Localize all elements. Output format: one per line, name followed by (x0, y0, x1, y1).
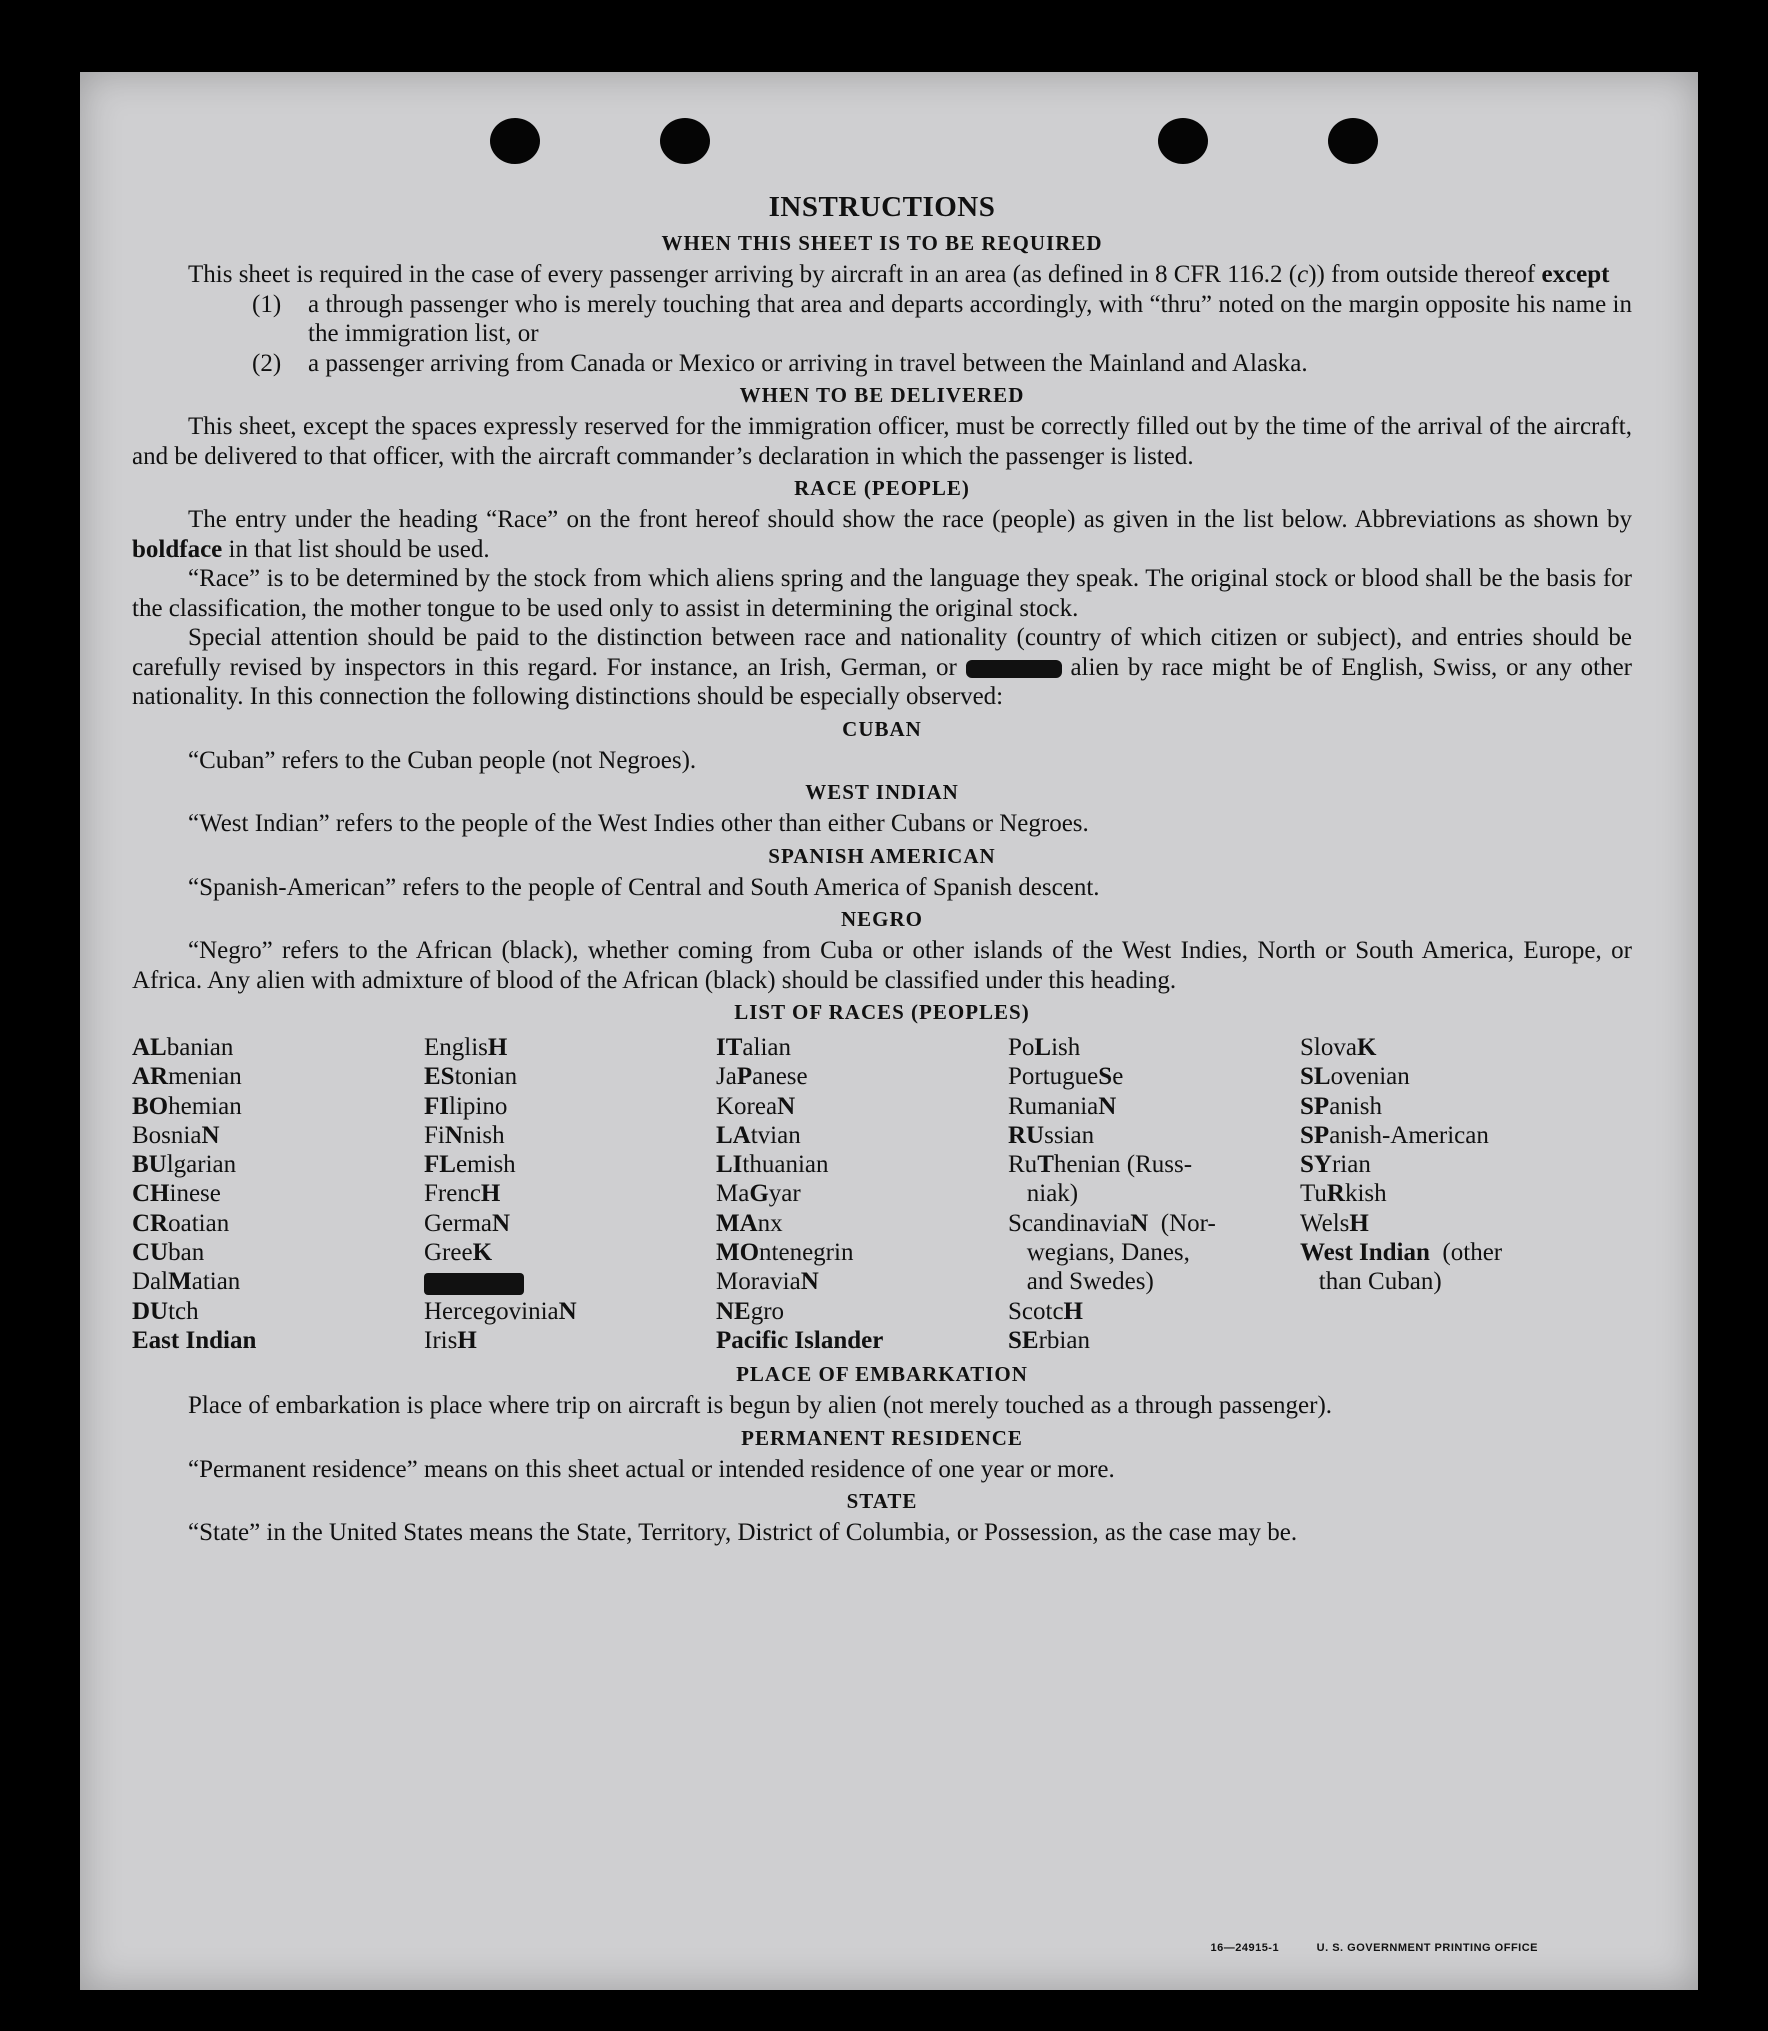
race-entry: TuRkish (1300, 1180, 1387, 1208)
race-paragraph-1: The entry under the heading “Race” on the front hereof should show the race (people) as given in the list below. Abbreviations as shown by boldface in that list should be used. (132, 506, 1632, 563)
race-entry: SPanish (1300, 1092, 1382, 1120)
race-entry: MaGyar (716, 1180, 801, 1208)
race-entry: DUtch (132, 1297, 199, 1325)
punch-hole (1328, 118, 1378, 164)
race-entry: EnglisH (424, 1034, 508, 1061)
punch-hole (1158, 118, 1208, 164)
race-entry: PoLish (1008, 1034, 1081, 1061)
required-intro: This sheet is required in the case of every passenger arriving by aircraft in an area (as defined in 8 CFR 116.2 (c)) from outside thereof except (188, 261, 1610, 288)
redaction-mark (966, 660, 1062, 678)
race-entry: SPanish-American (1300, 1121, 1489, 1149)
delivered-text: This sheet, except the spaces expressly reserved for the immigration officer, must be correctly filled out by the time of the arrival of the aircraft, and be delivered to that officer, with the aircraft commander’s declaration in which the passenger is listed. (132, 413, 1632, 470)
race-entry: CHinese (132, 1180, 221, 1208)
section-heading-embarkation: PLACE OF EMBARKATION (736, 1362, 1028, 1387)
race-entry (424, 1267, 716, 1296)
race-entry: GreeK (424, 1239, 493, 1267)
negro-text: “Negro” refers to the African (black), whether coming from Cuba or other islands of the West Indies, North or South America, Europe, or Africa. Any alien with admixture of blood of the African (black) should be classified under this heading. (132, 937, 1632, 994)
race-entry: East Indian (132, 1326, 257, 1354)
race-entry: ScotcH (1008, 1297, 1083, 1325)
race-entry: FLemish (424, 1151, 516, 1179)
section-heading-race: RACE (PEOPLE) (794, 476, 970, 500)
race-entry: KoreaN (716, 1092, 796, 1120)
section-heading-required: WHEN THIS SHEET IS TO BE REQUIRED (661, 231, 1103, 255)
race-entry: and Swedes) (1008, 1268, 1154, 1296)
race-entry: ARmenian (132, 1063, 242, 1091)
residence-text: “Permanent residence” means on this sheet actual or intended residence of one year or more. (188, 1455, 1115, 1483)
race-entry: MOntenegrin (716, 1239, 854, 1267)
races-column (1300, 1033, 1592, 1355)
race-entry: DalMatian (132, 1268, 241, 1296)
exception-item: (2) a passenger arriving from Canada or Mexico or arriving in travel between the Mainland and Alaska. (252, 349, 1308, 377)
race-entry: CUban (132, 1239, 205, 1267)
race-entry: Pacific Islander (716, 1326, 884, 1354)
race-entry: SLovenian (1300, 1063, 1410, 1091)
section-heading-west-indian: WEST INDIAN (805, 780, 959, 804)
race-entry: SErbian (1008, 1326, 1090, 1354)
printer-credit: U. S. GOVERNMENT PRINTING OFFICE (1316, 1942, 1538, 1954)
instructions-content (132, 190, 1632, 1548)
race-entry: LIthuanian (716, 1151, 829, 1179)
section-heading-residence: PERMANENT RESIDENCE (741, 1425, 1023, 1450)
document-page (80, 72, 1698, 1990)
race-entry: West Indian (other (1300, 1239, 1503, 1267)
race-entry: WelsH (1300, 1209, 1369, 1237)
cuban-text: “Cuban” refers to the Cuban people (not Negroes). (188, 746, 697, 774)
section-heading-state: STATE (846, 1489, 918, 1514)
race-entry: CRoatian (132, 1209, 230, 1237)
race-entry: BOhemian (132, 1092, 242, 1120)
race-entry: PortugueSe (1008, 1063, 1124, 1091)
races-column (716, 1033, 1008, 1355)
race-paragraph-2: “Race” is to be determined by the stock from which aliens spring and the language they speak. The original stock or blood shall be the basis for the classification, the mother tongue to be used only to assist in determining the original stock. (132, 565, 1632, 622)
race-paragraph-3: Special attention should be paid to the distinction between race and nationality (country of which citizen or subject), and entries should be carefully revised by inspectors in this regard. For instance, an Irish, German, or alien by race might be of English, Swiss, or any other nationality. In this connection the following distinctions should be especially observed: (132, 624, 1632, 710)
section-heading-delivered: WHEN TO BE DELIVERED (739, 383, 1025, 407)
races-list (132, 1033, 1632, 1355)
race-entry: niak) (1008, 1180, 1079, 1208)
race-entry: BosniaN (132, 1121, 220, 1149)
race-entry: HercegoviniaN (424, 1297, 577, 1325)
section-heading-negro: NEGRO (840, 907, 923, 931)
section-heading-spanish-american: SPANISH AMERICAN (768, 843, 996, 868)
race-entry: wegians, Danes, (1008, 1239, 1190, 1267)
punch-hole (490, 118, 540, 164)
race-entry: SlovaK (1300, 1034, 1377, 1061)
race-entry: FrencH (424, 1180, 501, 1208)
race-entry: RuThenian (Russ- (1008, 1151, 1193, 1179)
race-entry: EStonian (424, 1063, 518, 1091)
spanish-american-text: “Spanish-American” refers to the people of Central and South America of Spanish descent. (188, 873, 1100, 901)
race-entry: MoraviaN (716, 1268, 819, 1296)
list-of-races-heading: LIST OF RACES (PEOPLES) (734, 1000, 1030, 1024)
exception-item: (1) a through passenger who is merely touching that area and departs accordingly, with “thru” noted on the margin opposite his name in the immigration list, or (252, 290, 1632, 347)
form-number: 16—24915-1 (1210, 1942, 1280, 1954)
redaction-mark (424, 1273, 524, 1295)
race-entry: RUssian (1008, 1121, 1095, 1149)
state-text: “State” in the United States means the State, Territory, District of Columbia, or Possession, as the case may be. (188, 1519, 1298, 1547)
race-entry: IrisH (424, 1326, 477, 1354)
race-entry: ALbanian (132, 1034, 234, 1061)
form-footer (1176, 1942, 1538, 1954)
race-entry: RumaniaN (1008, 1092, 1117, 1120)
race-entry: SYrian (1300, 1151, 1371, 1179)
race-entry: GermaN (424, 1209, 511, 1237)
race-entry: LAtvian (716, 1121, 801, 1149)
race-entry: NEgro (716, 1297, 785, 1325)
section-heading-cuban: CUBAN (842, 716, 922, 741)
embarkation-text: Place of embarkation is place where trip on aircraft is begun by alien (not merely touched as a through passenger). (188, 1392, 1333, 1420)
race-entry: ITalian (716, 1034, 791, 1061)
race-entry: than Cuban) (1300, 1268, 1442, 1296)
punch-hole (660, 118, 710, 164)
west-indian-text: “West Indian” refers to the people of the West Indies other than either Cubans or Negroes. (188, 810, 1089, 837)
race-entry: ScandinaviaN (Nor- (1008, 1209, 1216, 1237)
races-column (132, 1033, 424, 1355)
race-entry: BUlgarian (132, 1151, 237, 1179)
race-entry: MAnx (716, 1209, 783, 1237)
races-column (424, 1033, 716, 1355)
race-entry: FiNnish (424, 1121, 505, 1149)
race-entry: JaPanese (716, 1063, 808, 1091)
race-entry: FIlipino (424, 1092, 508, 1120)
races-column (1008, 1033, 1300, 1355)
page-title: INSTRUCTIONS (768, 191, 996, 223)
